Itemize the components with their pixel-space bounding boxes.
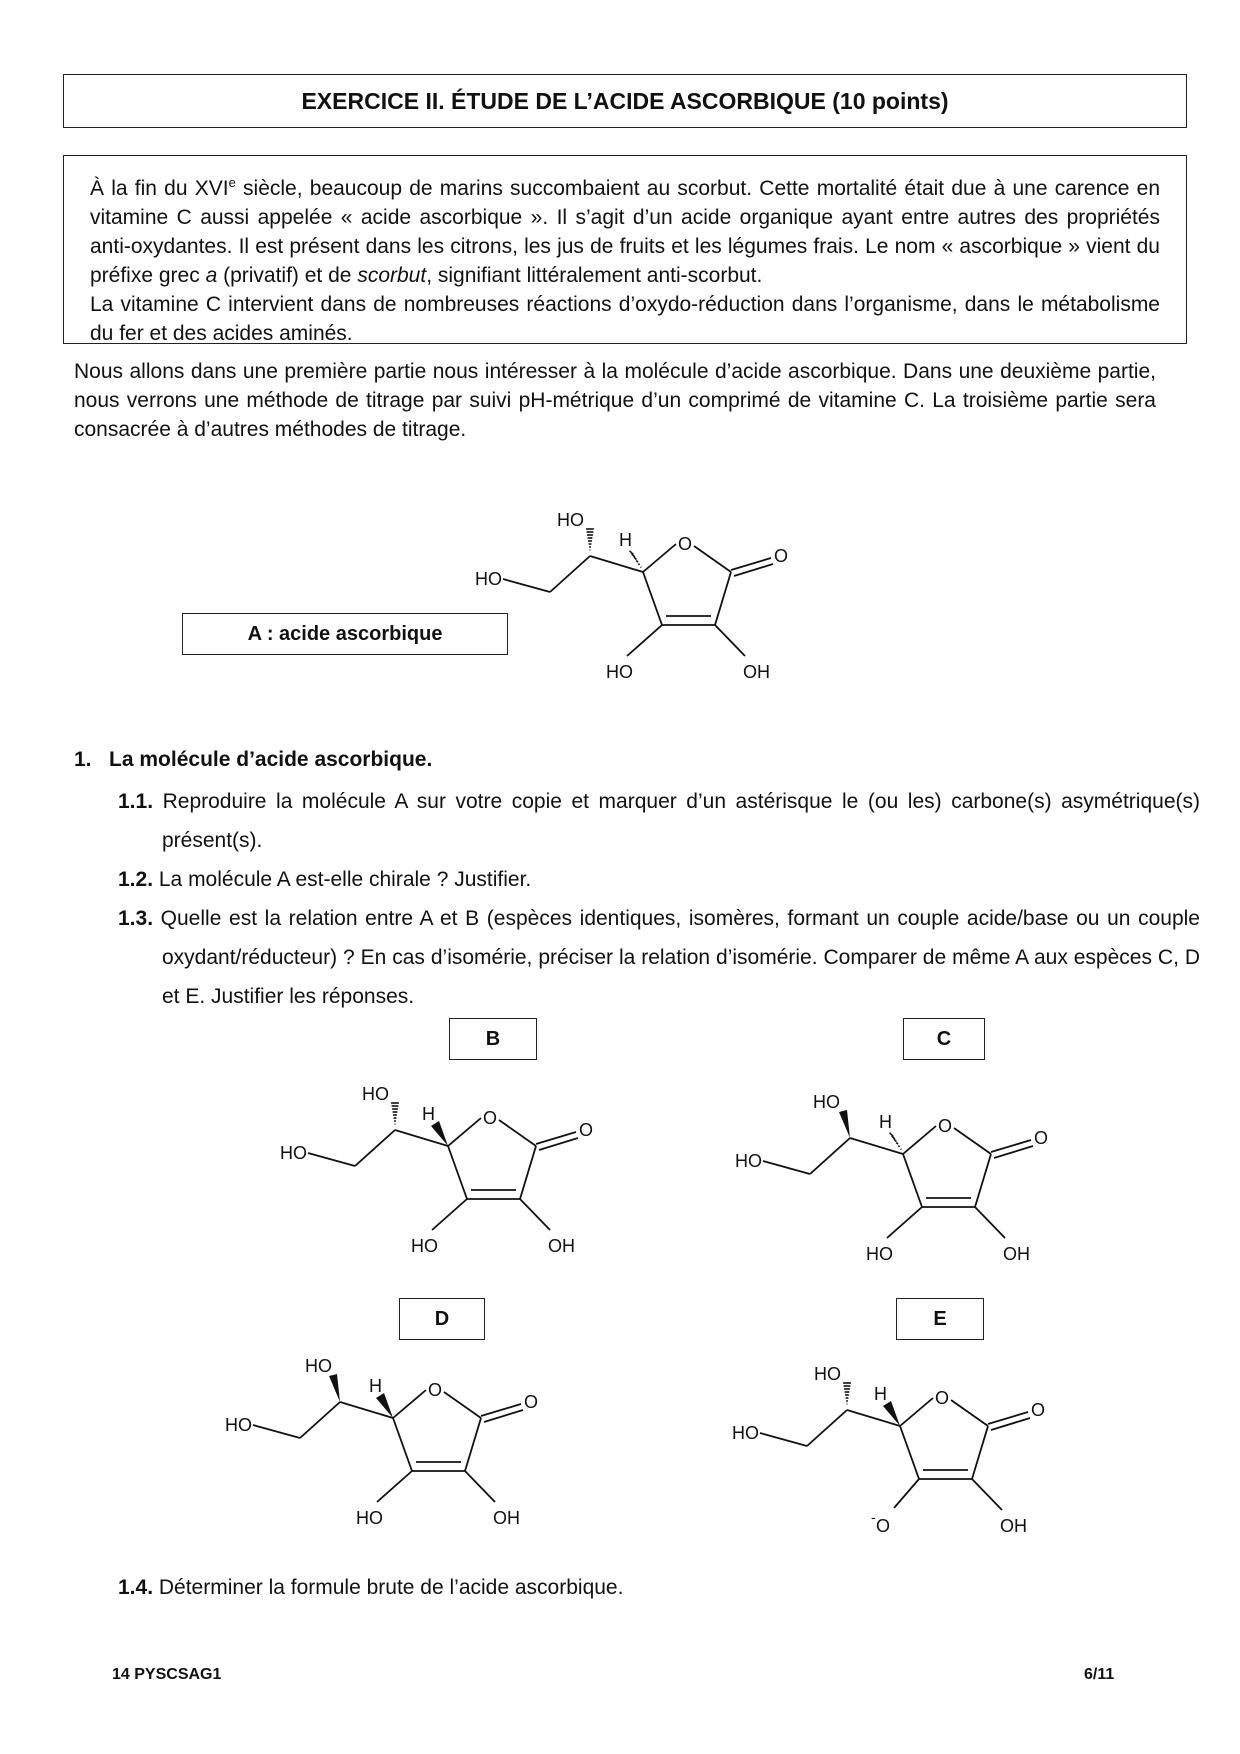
svg-text:H: H	[369, 1376, 382, 1396]
intro-paragraph-2: La vitamine C intervient dans de nombreuses réactions d’oxydo-réduction dans l’organisme, dans le métabolisme du fer et des acides aminés.	[90, 293, 1160, 345]
svg-text:O: O	[678, 534, 693, 554]
svg-text:O: O	[1034, 1128, 1049, 1148]
svg-text:HO: HO	[356, 1508, 383, 1528]
question-1-3: 1.3. Quelle est la relation entre A et B (espèces identiques, isomères, formant un couple acide/base ou un couple oxydant/réducteur) ? En cas d’isomérie, préciser la relation d’isomérie. Comparer de même A aux espèces C, D et E. Justifier les réponses.	[118, 907, 1200, 1008]
svg-text:HO: HO	[557, 510, 584, 530]
svg-text:O: O	[428, 1380, 443, 1400]
svg-text:HO: HO	[475, 569, 502, 589]
exercise-title: EXERCICE II. ÉTUDE DE L’ACIDE ASCORBIQUE (10 points)	[63, 74, 1187, 128]
molecule-c	[725, 1066, 1065, 1266]
svg-text:O: O	[935, 1388, 950, 1408]
label-e: E	[896, 1298, 984, 1340]
svg-text:O: O	[938, 1116, 953, 1136]
label-d: D	[399, 1298, 485, 1340]
svg-text:HO: HO	[866, 1244, 893, 1264]
footer-code: 14 PYSCSAG1	[112, 1666, 222, 1683]
svg-text:O: O	[876, 1516, 891, 1536]
svg-text:O: O	[774, 546, 789, 566]
section-1-title: 1. La molécule d’acide ascorbique.	[74, 748, 433, 771]
intro-box	[63, 155, 1187, 344]
svg-text:O: O	[1031, 1400, 1046, 1420]
svg-text:OH: OH	[1000, 1516, 1027, 1536]
svg-text:OH: OH	[548, 1236, 575, 1256]
svg-text:HO: HO	[814, 1364, 841, 1384]
svg-text:HO: HO	[735, 1151, 762, 1171]
svg-text:HO: HO	[280, 1143, 307, 1163]
svg-text:O: O	[579, 1120, 594, 1140]
label-c: C	[903, 1018, 985, 1060]
svg-text:O: O	[483, 1108, 498, 1128]
svg-text:H: H	[874, 1384, 887, 1404]
molecule-e	[722, 1338, 1062, 1538]
svg-text:H: H	[422, 1104, 435, 1124]
molecule-d	[215, 1330, 555, 1530]
svg-text:H: H	[879, 1112, 892, 1132]
question-1-4: 1.4. Déterminer la formule brute de l’acide ascorbique.	[118, 1576, 624, 1599]
svg-text:HO: HO	[225, 1415, 252, 1435]
intro-paragraph-1: À la fin du XVIe siècle, beaucoup de marins succombaient au scorbut. Cette mortalité était due à une carence en vitamine C aussi appelée « acide ascorbique ». Il s’agit d’un acide organique ayant entre autres des propriétés anti-oxydantes. Il est présent dans les citrons, les jus de fruits et les légumes frais. Le nom « ascorbique » vient du préfixe grec a (privatif) et de scorbut, signifiant littéralement anti-scorbut.	[90, 175, 1161, 287]
svg-text:HO: HO	[732, 1423, 759, 1443]
svg-text:H: H	[619, 530, 632, 550]
svg-text:O: O	[524, 1392, 539, 1412]
intro-text: Nous allons dans une première partie nous intéresser à la molécule d’acide ascorbique. Dans une deuxième partie, nous verrons une méthode de titrage par suivi pH-métrique d’un comprimé de vitamine C. La troisième partie sera consacrée à d’autres méthodes de titrage.	[74, 360, 1156, 441]
svg-text:OH: OH	[493, 1508, 520, 1528]
svg-text:OH: OH	[1003, 1244, 1030, 1264]
label-a: A : acide ascorbique	[182, 613, 508, 655]
question-1-1: 1.1. Reproduire la molécule A sur votre copie et marquer d’un astérisque le (ou les) carbone(s) asymétrique(s) présent(s).	[118, 790, 1200, 852]
svg-text:OH: OH	[743, 662, 770, 682]
question-1-2: 1.2. La molécule A est-elle chirale ? Justifier.	[118, 868, 532, 891]
svg-text:HO: HO	[606, 662, 633, 682]
label-b: B	[449, 1018, 537, 1060]
svg-text:HO: HO	[362, 1084, 389, 1104]
footer-page-number: 6/11	[1084, 1666, 1115, 1683]
molecule-b	[270, 1058, 610, 1258]
molecule-a	[465, 484, 805, 684]
svg-text:-: -	[871, 1509, 876, 1525]
svg-text:HO: HO	[813, 1092, 840, 1112]
svg-text:HO: HO	[411, 1236, 438, 1256]
svg-text:HO: HO	[305, 1356, 332, 1376]
